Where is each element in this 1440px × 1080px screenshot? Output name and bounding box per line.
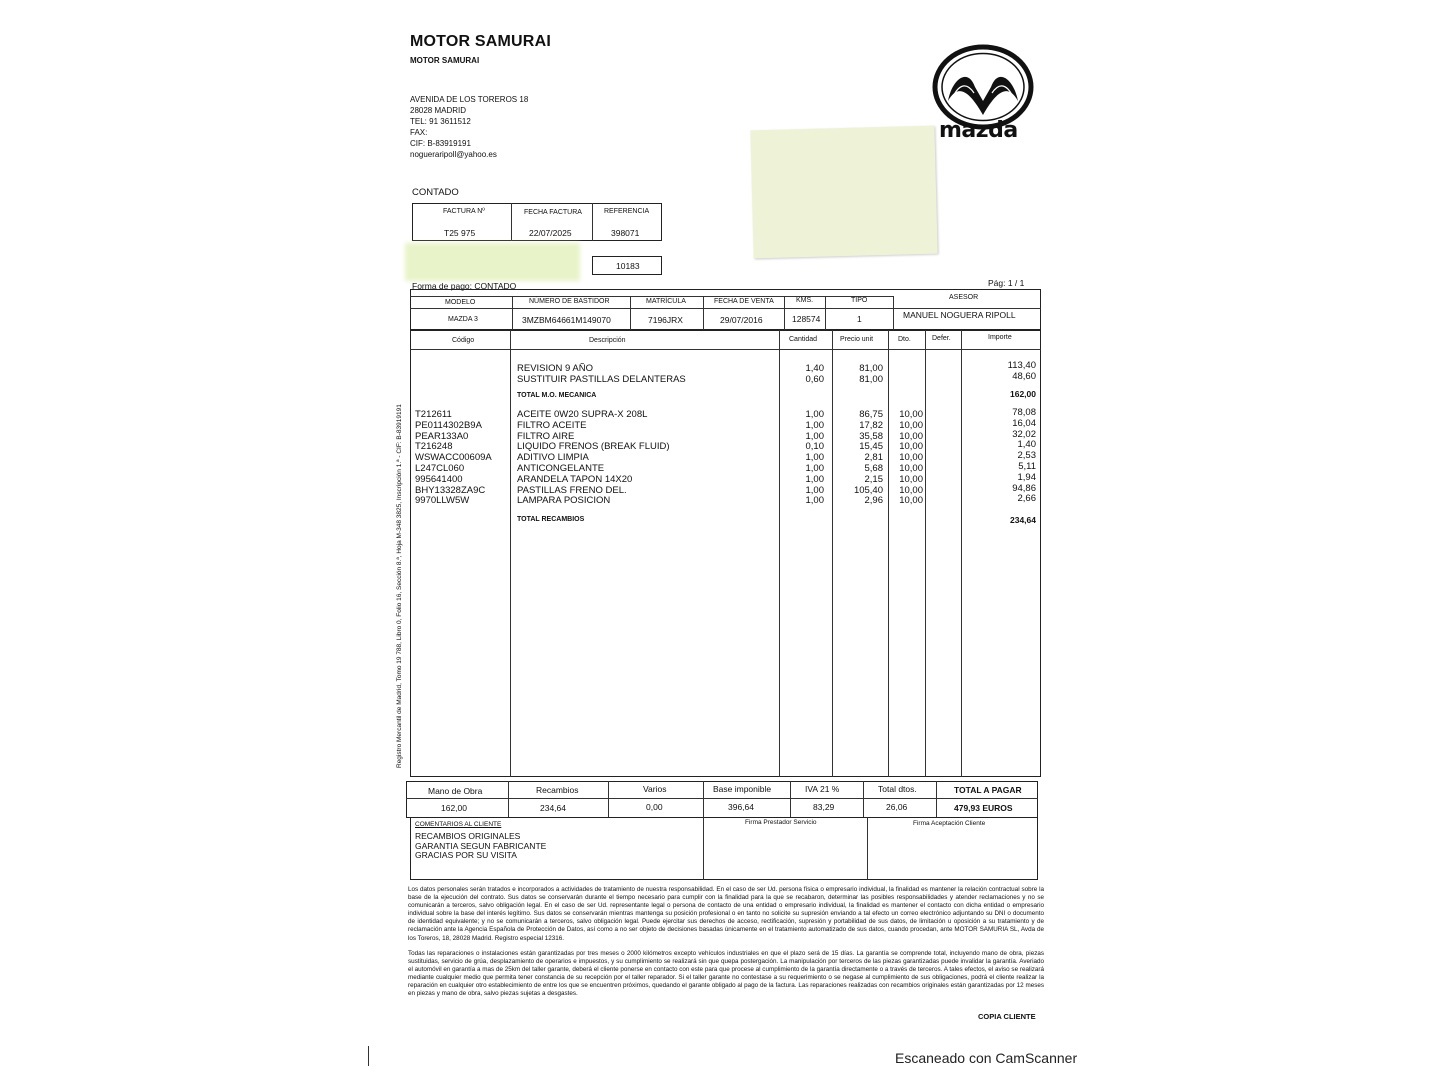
total-labor: 162,00 [441, 803, 467, 813]
legal-privacy-text: Los datos personales serán tratados e incorporados a actividades de tratamiento de nuestra responsabilidad. En el caso de ser Ud. persona física o empresario individual, la finalidad es mantener la relación contractual sobre la base de la ejecución del contrato. Sus datos se conservarán durante el tiempo necesario para cumplir con la finalidad para la que se recabaron, determinar las posibles responsabilidades y atender reclamaciones y no se comunicarán a terceros, salvo obligación legal. En el caso de ser Ud. representante legal o persona de contacto de una entidad o empresario individual, la finalidad es mantener el contacto con dicha entidad o empresario individual sobre la base del interés legítimo. Sus datos se conservarán mientras mantenga su posición profesional o en tanto no solicite su supresión enviando a tal efecto un correo electrónico adjuntando su DNI o documento de identidad equivalente; y no se comunicarán a terceros, salvo obligación legal. Puede ejercitar sus derechos de acceso, rectificación, supresión y portabilidad de sus datos, de limitación u oposición a su tratamiento y de reclamación ante la Agencia Española de Protección de Datos, así como a no ser objeto de decisiones basadas únicamente en el tratamiento automatizado de sus datos, cuando procedan, ante MOTOR SAMURIA SL, Avda de los Toreros, 18, 28028 Madrid. Registro especial 12316. [408, 886, 1044, 942]
list-item: 995641400 [415, 473, 463, 485]
list-item: 10,00 [899, 430, 923, 442]
list-item: 2,96 [864, 495, 883, 507]
totals-header: TOTAL A PAGAR [954, 785, 1022, 795]
registry-side-text: Registro Mercantil de Madrid, Tomo 19 788, Libro 0, Folio 16, Sección 8.ª, Hoja M-348 3825, Inscripción 1.ª - CIF: B-83919191 [396, 404, 403, 768]
list-item: 10,00 [899, 462, 923, 474]
total-misc: 0,00 [646, 802, 663, 812]
vehicle-header: TIPO [851, 297, 868, 304]
redaction-blur [405, 243, 580, 281]
list-item: 10,00 [899, 473, 923, 485]
vehicle-header: MODELO [445, 299, 476, 306]
list-item: FILTRO AIRE [517, 430, 575, 442]
lines-header: Cantidad [789, 336, 818, 343]
list-item: 1,00 [805, 430, 824, 442]
list-item: 15,45 [859, 441, 883, 453]
totals-header: Mano de Obra [428, 786, 483, 796]
list-item: 35,58 [859, 430, 883, 442]
invoice-header: FECHA FACTURA [524, 209, 582, 216]
list-item: 81,00 [859, 373, 883, 385]
list-item: 5,11 [1018, 460, 1036, 472]
vehicle-type: 1 [857, 314, 862, 324]
invoice-number: T25 975 [444, 228, 476, 238]
total-base: 396,64 [728, 802, 754, 812]
lines-table [410, 330, 1041, 777]
list-item: ANTICONGELANTE [517, 462, 605, 474]
parts-dto-column [888, 410, 923, 507]
list-item: 10,00 [899, 409, 923, 420]
address-line: TEL: 91 3611512 [410, 117, 471, 126]
list-item: 1,40 [805, 363, 824, 374]
total-to-pay: 479,93 EUROS [954, 803, 1013, 813]
list-item: 1,00 [805, 473, 824, 485]
totals-header: IVA 21 % [805, 784, 840, 794]
invoice-header: REFERENCIA [604, 208, 650, 215]
parts-code-column [415, 410, 492, 507]
list-item: 78,08 [1012, 407, 1036, 418]
labor-amount-column [980, 361, 1036, 383]
parts-desc-column [517, 410, 670, 507]
vehicle-advisor: MANUEL NOGUERA RIPOLL [903, 310, 1016, 320]
vehicle-header: FECHA DE VENTA [714, 298, 774, 305]
list-item: 10,00 [899, 441, 923, 453]
page-number: Pág: 1 / 1 [988, 278, 1025, 288]
list-item: 1,00 [805, 409, 824, 420]
list-item: 94,86 [1012, 482, 1036, 494]
vehicle-kms: 128574 [792, 314, 821, 324]
lines-header: Defer. [932, 335, 951, 342]
list-item: PEAR133A0 [415, 430, 469, 442]
lines-header: Importe [988, 334, 1012, 341]
total-discounts: 26,06 [886, 802, 908, 812]
list-item: L247CL060 [415, 462, 465, 474]
copy-label: COPIA CLIENTE [978, 1012, 1036, 1021]
labor-desc-column [517, 364, 686, 386]
company-name: MOTOR SAMURAI [410, 33, 551, 50]
list-item: 1,40 [1017, 439, 1036, 451]
brand-name: mazda [939, 118, 1018, 143]
list-item: 2,15 [864, 473, 883, 485]
list-item: 17,82 [859, 419, 883, 431]
list-item: PASTILLAS FRENO DEL. [517, 484, 627, 496]
lines-header: Descripción [589, 337, 626, 344]
company-address [410, 94, 528, 160]
labor-total-label: TOTAL M.O. MECANICA [517, 392, 597, 399]
list-item: REVISION 9 AÑO [517, 363, 594, 374]
address-line: 28028 MADRID [410, 106, 467, 115]
vehicle-sale-date: 29/07/2016 [720, 315, 763, 325]
parts-total: 234,64 [1010, 515, 1036, 525]
vehicle-vin: 3MZBM64661M149070 [522, 315, 611, 325]
list-item: BHY13328ZA9C [415, 484, 486, 496]
list-item: 1,00 [805, 462, 824, 474]
total-vat: 83,29 [813, 802, 835, 812]
list-item: SUSTITUIR PASTILLAS DELANTERAS [517, 373, 686, 385]
list-item: 86,75 [859, 409, 883, 420]
invoice-header: FACTURA Nº [443, 208, 485, 215]
vehicle-plate: 7196JRX [648, 315, 683, 325]
list-item: 1,94 [1017, 471, 1036, 483]
list-item: FILTRO ACEITE [517, 419, 587, 431]
list-item: 1,00 [805, 419, 824, 431]
vehicle-header: MATRÍCULA [646, 298, 686, 305]
list-item: 0,10 [805, 441, 824, 453]
totals-header: Varios [643, 784, 667, 794]
list-item: 10,00 [899, 452, 923, 464]
list-item: 48,60 [1012, 370, 1036, 382]
sign-client-label: Firma Aceptación Cliente [913, 820, 986, 827]
list-item: 16,04 [1012, 417, 1036, 429]
list-item: T216248 [415, 441, 453, 453]
list-item: GRACIAS POR SU VISITA [415, 850, 517, 860]
invoice-reference: 398071 [611, 228, 640, 238]
parts-total-label: TOTAL RECAMBIOS [517, 516, 585, 523]
comments-lines [415, 832, 546, 861]
list-item: 105,40 [853, 484, 883, 496]
list-item: 5,68 [864, 462, 883, 474]
payment-label: CONTADO [412, 187, 459, 198]
comments-title: COMENTARIOS AL CLIENTE [415, 821, 502, 828]
list-item: 10,00 [899, 495, 923, 507]
list-item: 81,00 [859, 363, 883, 374]
list-item: 113,40 [1007, 360, 1036, 371]
parts-amount-column [980, 408, 1036, 505]
list-item: 1,00 [805, 452, 824, 464]
parts-qty-column [784, 410, 824, 507]
list-item: ADITIVO LIMPIA [517, 452, 589, 464]
scanner-watermark: Escaneado con CamScanner [895, 1050, 1078, 1066]
vehicle-header: NÚMERO DE BASTIDOR [529, 298, 610, 305]
totals-header: Total dtos. [878, 784, 917, 794]
list-item: WSWACC00609A [415, 452, 492, 464]
list-item: 32,02 [1012, 428, 1036, 440]
list-item: 2,66 [1017, 493, 1036, 505]
lines-header: Código [452, 337, 475, 344]
list-item: 0,60 [805, 373, 824, 385]
sticky-note [750, 126, 937, 259]
address-line: FAX: [410, 128, 428, 137]
address-line: CIF: B-83919191 [410, 139, 471, 148]
vehicle-header: ASESOR [949, 294, 979, 301]
list-item: PE0114302B9A [415, 419, 482, 431]
sign-provider-label: Firma Prestador Servicio [745, 819, 817, 826]
list-item: ARANDELA TAPON 14X20 [517, 473, 633, 485]
list-item: ACEITE 0W20 SUPRA-X 208L [517, 409, 648, 420]
total-parts: 234,64 [540, 803, 566, 813]
list-item: LIQUIDO FRENOS (BREAK FLUID) [517, 441, 670, 453]
labor-qty-column [784, 364, 824, 386]
list-item: 1,00 [805, 495, 824, 507]
vehicle-header: KMS. [796, 297, 814, 304]
list-item: 2,53 [1017, 450, 1036, 462]
list-item: T212611 [415, 409, 452, 420]
list-item: GARANTIA SEGUN FABRICANTE [415, 840, 547, 851]
company-subname: MOTOR SAMURAI [410, 56, 480, 65]
labor-price-column [838, 364, 883, 386]
totals-header: Recambios [536, 785, 579, 795]
crop-mark [368, 1046, 369, 1066]
payment-method: Forma de pago: CONTADO [412, 281, 517, 291]
list-item: 10,00 [899, 484, 923, 496]
totals-header: Base imponible [713, 784, 772, 794]
list-item: 9970LLW5W [415, 495, 470, 507]
list-item: 10,00 [899, 419, 923, 431]
list-item: RECAMBIOS ORIGINALES [415, 831, 521, 841]
lines-header: Precio unit [840, 336, 874, 343]
labor-total: 162,00 [1010, 389, 1036, 399]
invoice-date: 22/07/2025 [529, 228, 572, 238]
legal-warranty-text: Todas las reparaciones o instalaciones están garantizadas por tres meses o 2000 kilómetros excepto vehículos industriales en que el plazo será de 15 días. La garantía se comprende total, incluyendo mano de obra, piezas sustituidas, servicio de grúa, desplazamiento de operarios e impuestos, y su cumplimiento se realizará sin que quepa postergación. La manipulación por terceros de las piezas garantizadas puede invalidar la garantía. Averiado el automóvil en garantía a mas de 25km del taller garante, deberá el cliente ponerse en contacto con este para que procese al cumplimiento de la garantía directamente o a través de terceros. A tales efectos, el aviso se realizará mediante cualquier medio que permita tener constancia de su recepción por el taller reparador. Si el taller garante no contestase a su requerimiento o se negase al cumplimiento de sus obligaciones, podrá el cliente realizar la reparación en cualquier otro establecimiento de entre los que se encuentren próximos, quedando el garante obligado al pago de la factura. Las reparaciones realizadas con recambios originales están garantizadas por 12 meses en piezas y mano de obra, salvo piezas sujetas a desgastes. [408, 950, 1044, 998]
address-line: AVENIDA DE LOS TOREROS 18 [410, 95, 529, 104]
parts-price-column [836, 410, 883, 507]
list-item: 2,81 [864, 452, 883, 464]
extra-ref: 10183 [616, 261, 640, 271]
list-item: LAMPARA POSICION [517, 495, 611, 507]
vehicle-model: MAZDA 3 [448, 316, 478, 323]
list-item: 1,00 [805, 484, 824, 496]
lines-header: Dto. [898, 336, 911, 343]
address-line: nogueraripoll@yahoo.es [410, 150, 497, 159]
